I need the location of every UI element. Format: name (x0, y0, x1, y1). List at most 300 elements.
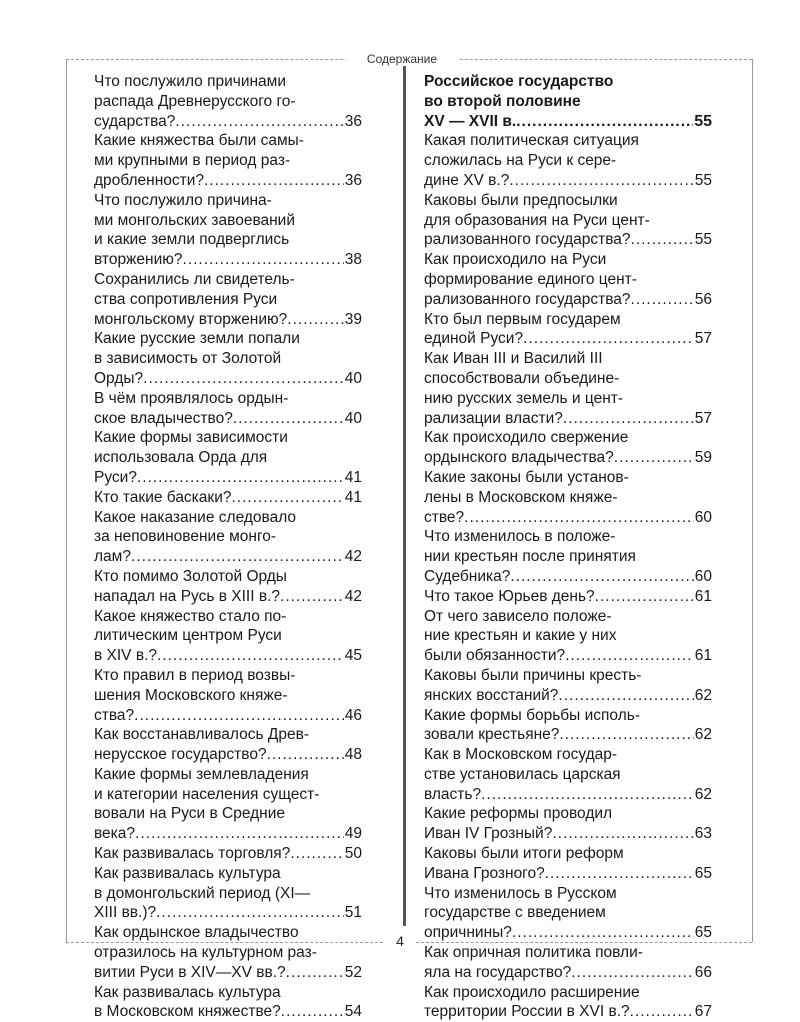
dot-leader (595, 587, 694, 607)
toc-entry-line (94, 290, 362, 310)
toc-entry-text: Какие княжества были самы- (94, 132, 304, 150)
toc-entry[interactable] (424, 250, 712, 309)
dot-leader (565, 646, 694, 666)
toc-entry-text: Как Иван III и Василий III (424, 350, 603, 368)
toc-page-number: 57 (694, 330, 712, 348)
toc-entry-line (424, 785, 712, 805)
toc-entry[interactable] (424, 666, 712, 706)
dot-leader (287, 310, 343, 330)
toc-entry-text: формирование единого цент- (424, 270, 637, 288)
toc-entry-line (424, 131, 712, 151)
toc-entry-text: Кто помимо Золотой Орды (94, 567, 287, 585)
dot-leader (464, 508, 694, 528)
toc-entry-line (94, 706, 362, 726)
toc-entry-line (94, 112, 362, 132)
toc-entry-line (424, 250, 712, 270)
dot-leader (571, 963, 694, 983)
toc-entry-text: Кто правил в период возвы- (94, 666, 296, 684)
toc-entry-text: Что изменилось в положе- (424, 528, 616, 546)
toc-entry-line (424, 745, 712, 765)
toc-entry-text: власть? (424, 785, 482, 803)
toc-entry-line (424, 92, 712, 112)
dot-leader (510, 567, 693, 587)
toc-entry-text: дине XV в.? (424, 171, 510, 189)
toc-entry-line (94, 131, 362, 151)
toc-entry-text: во второй половине (424, 92, 581, 110)
toc-entry-line (424, 369, 712, 389)
toc-entry[interactable] (424, 884, 712, 943)
toc-entry-text: в Московском княжестве? (94, 1003, 281, 1021)
toc-entry-line (424, 468, 712, 488)
toc-entry-text: территории России в XVI в.? (424, 1003, 630, 1021)
toc-entry-text: Как развивалась культура (94, 983, 281, 1001)
toc-page-number: 41 (344, 488, 362, 506)
toc-entry-line (94, 250, 362, 270)
toc-entry-line (94, 428, 362, 448)
toc-page-number: 36 (344, 171, 362, 189)
toc-entry[interactable] (94, 864, 362, 923)
toc-entry-text: и какие земли подверглись (94, 231, 290, 249)
toc-entry[interactable] (424, 527, 712, 586)
toc-entry-line (94, 72, 362, 92)
toc-page-number: 61 (694, 587, 712, 605)
toc-entry-text: сложилась на Руси к сере- (424, 152, 617, 170)
toc-entry-line (94, 626, 362, 646)
toc-page-number: 60 (694, 508, 712, 526)
toc-entry[interactable] (94, 72, 362, 131)
toc-entry-text: нападал на Русь в XIII в.? (94, 587, 281, 605)
toc-page-number: 39 (344, 310, 362, 328)
toc-entry-line (94, 943, 362, 963)
toc-entry-line (94, 844, 362, 864)
toc-page-number: 40 (344, 369, 362, 387)
toc-entry-line (424, 191, 712, 211)
toc-entry-text: Что такое Юрьев день? (424, 587, 595, 605)
dot-leader (509, 171, 693, 191)
toc-entry-line (94, 468, 362, 488)
toc-entry-text: Руси? (94, 468, 137, 486)
running-header-title: Содержание (346, 51, 458, 67)
toc-entry-text: витии Руси в XIV—XV вв.? (94, 963, 286, 981)
dot-leader (134, 706, 344, 726)
toc-entry-line (94, 191, 362, 211)
toc-entry-line (94, 725, 362, 745)
toc-entry[interactable] (94, 488, 362, 508)
toc-entry-line (94, 646, 362, 666)
toc-page-number: 54 (344, 1003, 362, 1021)
toc-page-number: 51 (344, 904, 362, 922)
toc-entry-line (424, 151, 712, 171)
toc-entry-line (424, 923, 712, 943)
toc-entry-text: Российское государство (424, 73, 614, 90)
toc-entry-text: яла на государство? (424, 963, 572, 981)
toc-entry-line (424, 112, 712, 132)
toc-entry-text: Как происходило свержение (424, 429, 629, 447)
toc-entry-text: в зависимость от Золотой (94, 350, 282, 368)
toc-right-column (424, 72, 712, 1022)
toc-entry-text: Какие реформы проводил (424, 805, 613, 823)
toc-page-number: 62 (694, 785, 712, 803)
toc-page-number: 46 (344, 706, 362, 724)
toc-entry-line (94, 785, 362, 805)
toc-entry-text: нию русских земель и цент- (424, 389, 624, 407)
dot-leader (552, 824, 693, 844)
toc-entry-text: вторжению? (94, 251, 183, 269)
toc-entry-text: Кто такие баскаки? (94, 488, 232, 506)
toc-entry-text: шения Московского княже- (94, 686, 288, 704)
toc-entry-line (424, 1002, 712, 1022)
toc-entry-line (94, 488, 362, 508)
toc-entry-line (94, 389, 362, 409)
toc-page-number: 60 (694, 567, 712, 585)
toc-entry-line (94, 923, 362, 943)
toc-entry-text: вовали на Руси в Средние (94, 805, 286, 823)
toc-page-number: 41 (344, 468, 362, 486)
toc-entry-text: за неповиновение монго- (94, 528, 277, 546)
toc-entry-text: государстве с введением (424, 904, 606, 922)
toc-entry[interactable] (94, 389, 362, 429)
toc-entry-text: Ивана Грозного? (424, 864, 545, 882)
toc-entry-text: Что послужило причинами (94, 73, 286, 90)
toc-entry-text: Каковы были причины кресть- (424, 666, 642, 684)
toc-entry[interactable] (94, 191, 362, 270)
dot-leader (523, 329, 694, 349)
toc-entry-line (94, 686, 362, 706)
toc-entry-line (424, 349, 712, 369)
dot-leader (286, 963, 344, 983)
toc-entry-text: Как восстанавливалось Древ- (94, 726, 310, 744)
toc-entry-line (94, 92, 362, 112)
toc-entry-text: Какие формы землевладения (94, 765, 309, 783)
toc-entry-text: использовала Орда для (94, 449, 268, 467)
toc-entry-line (424, 230, 712, 250)
toc-entry-line (424, 706, 712, 726)
toc-entry-line (94, 884, 362, 904)
dot-leader (558, 686, 693, 706)
dot-leader (175, 112, 343, 132)
dot-leader (232, 488, 344, 508)
toc-entry-line (424, 646, 712, 666)
toc-entry-line (424, 290, 712, 310)
toc-entry-line (424, 171, 712, 191)
toc-entry-text: ордынского владычества? (424, 449, 614, 467)
toc-entry-line (424, 567, 712, 587)
toc-entry-text: Кто был первым государем (424, 310, 621, 328)
toc-entry[interactable] (94, 765, 362, 844)
dot-leader (183, 250, 344, 270)
toc-entry-text: янских восстаний? (424, 686, 559, 704)
toc-page-number: 36 (344, 112, 362, 130)
dot-leader (131, 547, 344, 567)
toc-entry-text: ние крестьян и какие у них (424, 627, 617, 645)
toc-entry-text: Как развивалась торговля? (94, 845, 291, 863)
toc-entry-text: Сохранились ли свидетель- (94, 270, 295, 288)
toc-entry-text: Как происходило расширение (424, 983, 640, 1001)
toc-entry-line (424, 72, 712, 92)
toc-entry-line (424, 428, 712, 448)
toc-page-number: 55 (694, 231, 712, 249)
toc-entry[interactable] (94, 983, 362, 1022)
toc-entry-text: способствовали объедине- (424, 369, 620, 387)
toc-entry-line (94, 230, 362, 250)
toc-entry-line (94, 527, 362, 547)
toc-entry-text: Что послужило причина- (94, 191, 272, 209)
toc-page-number: 40 (344, 409, 362, 427)
toc-section-heading[interactable] (424, 72, 712, 131)
dot-leader (204, 171, 344, 191)
toc-page-number: 62 (694, 686, 712, 704)
toc-entry-line (424, 329, 712, 349)
toc-entry-line (424, 626, 712, 646)
dot-leader (631, 230, 694, 250)
toc-entry-text: Каковы были итоги реформ (424, 845, 624, 863)
toc-entry-text: лам? (94, 548, 131, 566)
toc-entry[interactable] (94, 607, 362, 666)
dot-leader (563, 409, 694, 429)
toc-entry[interactable] (424, 131, 712, 190)
toc-entry-text: ства сопротивления Руси (94, 290, 278, 308)
toc-entry-text: сударства? (94, 112, 176, 130)
toc-page-number: 38 (344, 251, 362, 269)
toc-entry[interactable] (424, 706, 712, 746)
toc-entry-text: нии крестьян после принятия (424, 548, 636, 566)
toc-entry-line (424, 943, 712, 963)
toc-entry-text: лены в Московском княже- (424, 488, 618, 506)
toc-entry[interactable] (424, 349, 712, 428)
toc-entry-line (424, 527, 712, 547)
toc-entry-line (424, 270, 712, 290)
toc-entry-text: Судебника? (424, 567, 511, 585)
toc-left-column (94, 72, 362, 1022)
toc-entry-text: XV — XVII в. (424, 112, 517, 130)
toc-entry-text: в XIV в.? (94, 647, 157, 665)
toc-page-number: 49 (344, 825, 362, 843)
dot-leader (157, 646, 344, 666)
toc-entry-line (424, 725, 712, 745)
toc-entry-text: Иван IV Грозный? (424, 825, 553, 843)
toc-entry-line (424, 587, 712, 607)
toc-entry-line (424, 508, 712, 528)
toc-entry-text: Орды? (94, 369, 144, 387)
toc-page-number: 48 (344, 746, 362, 764)
toc-entry-line (94, 824, 362, 844)
toc-entry[interactable] (94, 329, 362, 388)
toc-entry-text: ское владычество? (94, 409, 233, 427)
toc-page-number: 52 (344, 963, 362, 981)
toc-entry-line (94, 666, 362, 686)
toc-entry-text: В чём проявлялось ордын- (94, 389, 289, 407)
toc-entry-text: Какая политическая ситуация (424, 132, 639, 150)
toc-entry-text: Какое наказание следовало (94, 508, 297, 526)
toc-page-number: 45 (344, 647, 362, 665)
toc-entry-line (424, 448, 712, 468)
toc-entry-text: ми монгольских завоеваний (94, 211, 296, 229)
toc-entry-line (94, 567, 362, 587)
toc-entry-line (94, 409, 362, 429)
toc-entry[interactable] (94, 725, 362, 765)
toc-page-number: 62 (694, 726, 712, 744)
dot-leader (516, 112, 693, 132)
toc-entry[interactable] (94, 923, 362, 982)
dot-leader (143, 369, 344, 389)
toc-entry[interactable] (424, 587, 712, 607)
dot-leader (267, 745, 344, 765)
toc-entry-line (424, 884, 712, 904)
toc-entry-line (424, 686, 712, 706)
toc-entry-line (424, 844, 712, 864)
toc-entry-text: Как опричная политика повли- (424, 944, 643, 962)
toc-entry-text: монгольскому вторжению? (94, 310, 288, 328)
toc-entry-line (94, 508, 362, 528)
toc-entry-text: Какие формы зависимости (94, 429, 288, 447)
toc-entry-line (94, 211, 362, 231)
toc-entry-line (424, 983, 712, 1003)
toc-entry[interactable] (94, 508, 362, 567)
toc-entry-text: в домонгольский период (XI— (94, 884, 311, 902)
dot-leader (630, 1002, 694, 1022)
toc-page-number: 55 (694, 112, 712, 130)
toc-entry-text: рализации власти? (424, 409, 563, 427)
toc-entry-line (424, 607, 712, 627)
toc-entry-line (94, 903, 362, 923)
toc-page-number: 66 (694, 963, 712, 981)
toc-entry-line (424, 547, 712, 567)
dot-leader (137, 468, 344, 488)
toc-entry-text: литическим центром Руси (94, 627, 282, 645)
toc-entry[interactable] (424, 428, 712, 468)
dot-leader (280, 587, 344, 607)
toc-entry-text: распада Древнерусского го- (94, 92, 296, 110)
toc-page-number: 42 (344, 548, 362, 566)
toc-entry-text: дробленности? (94, 171, 204, 189)
toc-entry-line (94, 329, 362, 349)
toc-entry-text: Как развивалась культура (94, 864, 281, 882)
toc-entry[interactable] (424, 607, 712, 666)
toc-entry-line (424, 389, 712, 409)
toc-entry[interactable] (424, 983, 712, 1022)
toc-entry[interactable] (424, 310, 712, 350)
toc-entry-text: Как ордынское владычество (94, 924, 299, 942)
toc-entry-text: Каковы были предпосылки (424, 191, 618, 209)
toc-entry[interactable] (424, 745, 712, 804)
toc-entry-text: века? (94, 825, 136, 843)
toc-page-number: 56 (694, 290, 712, 308)
toc-entry-text: стве? (424, 508, 465, 526)
page-frame-left (66, 59, 67, 942)
dot-leader (233, 409, 344, 429)
toc-page-number: 65 (694, 924, 712, 942)
toc-entry-text: Какие формы борьбы исполь- (424, 706, 640, 724)
toc-entry-line (94, 349, 362, 369)
toc-entry[interactable] (424, 468, 712, 527)
toc-page-number: 67 (694, 1003, 712, 1021)
toc-page-number: 61 (694, 647, 712, 665)
toc-entry-text: зовали крестьяне? (424, 726, 560, 744)
toc-entry-line (94, 547, 362, 567)
toc-entry[interactable] (94, 567, 362, 607)
toc-entry-text: Какие русские земли попали (94, 330, 300, 348)
dot-leader (156, 903, 344, 923)
page-number: 4 (386, 932, 414, 950)
toc-entry-line (94, 171, 362, 191)
toc-entry-text: Как в Московском государ- (424, 746, 618, 764)
toc-entry-line (424, 409, 712, 429)
toc-entry-text: От чего зависело положе- (424, 607, 612, 625)
toc-entry-text: стве установилась царская (424, 765, 621, 783)
toc-entry-line (424, 211, 712, 231)
toc-entry-text: и категории населения сущест- (94, 785, 320, 803)
toc-entry-line (94, 587, 362, 607)
toc-entry-text: единой Руси? (424, 330, 524, 348)
toc-entry-text: XIII вв.)? (94, 904, 157, 922)
toc-entry-line (424, 824, 712, 844)
dot-leader (281, 1002, 344, 1022)
toc-entry-line (94, 745, 362, 765)
toc-entry-line (94, 448, 362, 468)
toc-page-number: 57 (694, 409, 712, 427)
toc-entry-text: были обязанности? (424, 647, 566, 665)
toc-entry-text: Какое княжество стало по- (94, 607, 287, 625)
toc-entry-line (424, 804, 712, 824)
toc-entry-line (94, 983, 362, 1003)
toc-entry[interactable] (94, 844, 362, 864)
toc-entry-line (94, 864, 362, 884)
dot-leader (481, 785, 694, 805)
dot-leader (135, 824, 344, 844)
toc-entry-line (94, 607, 362, 627)
page-frame-right (752, 59, 753, 942)
toc-entry[interactable] (94, 131, 362, 190)
toc-entry[interactable] (424, 844, 712, 884)
toc-entry-text: для образования на Руси цент- (424, 211, 650, 229)
toc-page-number: 65 (694, 864, 712, 882)
toc-entry-text: отразилось на культурном раз- (94, 944, 317, 962)
toc-entry-text: опричнины? (424, 924, 512, 942)
toc-entry[interactable] (424, 804, 712, 844)
toc-page-number: 55 (694, 171, 712, 189)
toc-entry-text: рализованного государства? (424, 290, 631, 308)
toc-page-number: 50 (344, 845, 362, 863)
toc-entry-text: Какие законы были установ- (424, 468, 629, 486)
toc-page-number: 42 (344, 587, 362, 605)
toc-page-number: 59 (694, 449, 712, 467)
toc-entry-text: ства? (94, 706, 135, 724)
toc-entry-line (424, 488, 712, 508)
dot-leader (559, 725, 693, 745)
toc-entry-line (424, 666, 712, 686)
toc-entry-line (424, 963, 712, 983)
toc-entry-line (94, 369, 362, 389)
toc-entry-text: нерусское государство? (94, 746, 267, 764)
toc-page-number: 63 (694, 825, 712, 843)
toc-entry-text: рализованного государства? (424, 231, 631, 249)
toc-entry-text: Что изменилось в Русском (424, 884, 617, 902)
toc-entry-line (94, 310, 362, 330)
dot-leader (545, 864, 694, 884)
column-divider (403, 66, 406, 926)
toc-entry-line (94, 765, 362, 785)
dot-leader (631, 290, 694, 310)
toc-entry-line (424, 903, 712, 923)
toc-entry-text: ми крупными в период раз- (94, 152, 291, 170)
toc-entry[interactable] (424, 943, 712, 983)
toc-entry[interactable] (424, 191, 712, 250)
toc-entry[interactable] (94, 428, 362, 487)
toc-entry-line (424, 864, 712, 884)
dot-leader (290, 844, 343, 864)
toc-entry[interactable] (94, 270, 362, 329)
toc-entry[interactable] (94, 666, 362, 725)
